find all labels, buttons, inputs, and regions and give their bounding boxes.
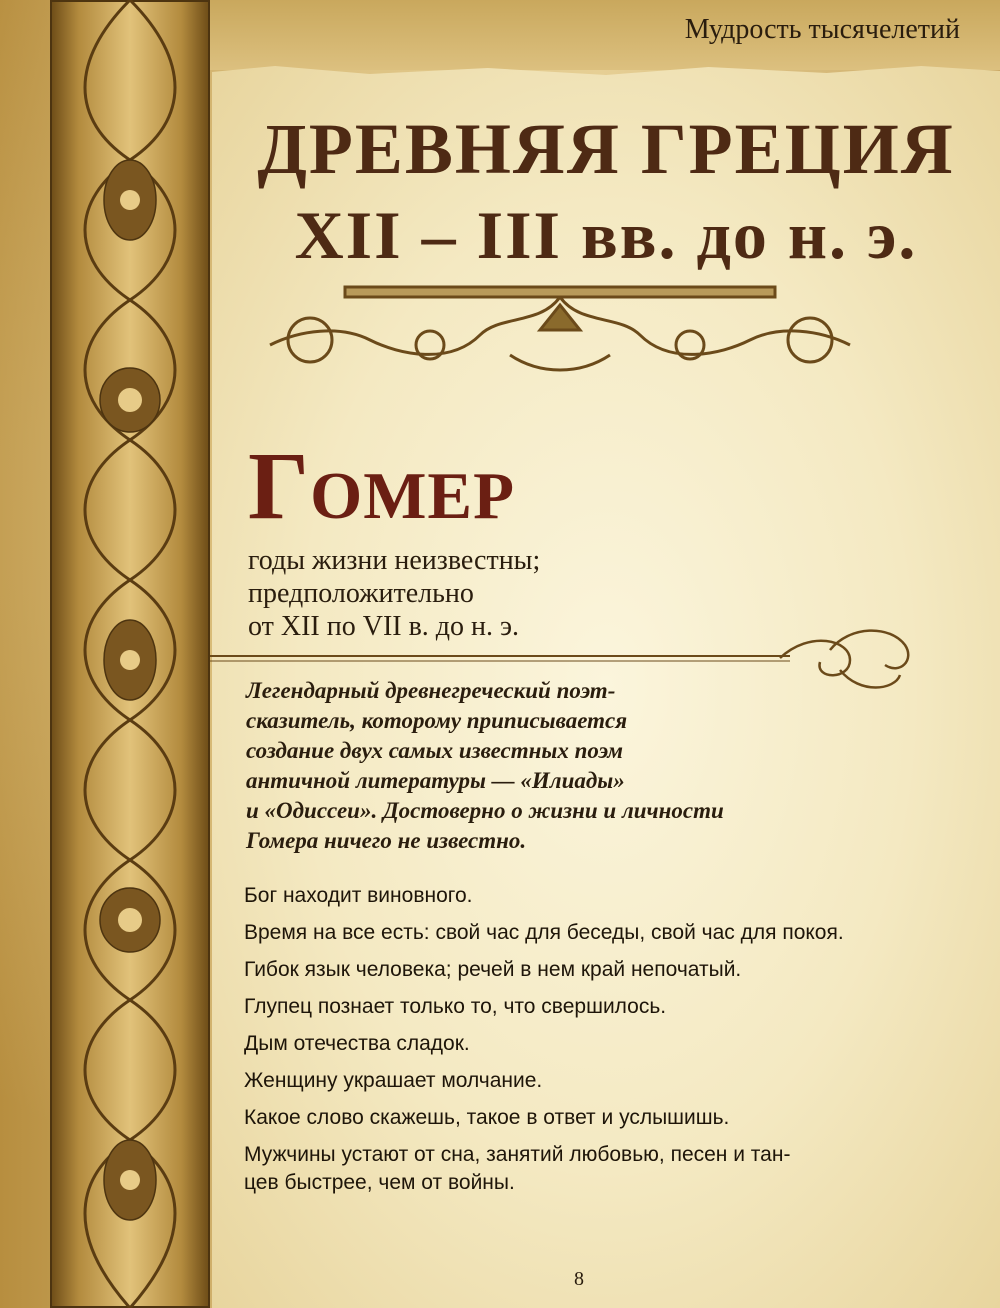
quote-item: Дым отечества сладок. bbox=[244, 1032, 470, 1055]
quote-item: Гибок язык человека; речей в нем край непочатый. bbox=[244, 958, 742, 981]
quote-item-continued: цев быстрее, чем от войны. bbox=[244, 1171, 515, 1194]
quote-item: Женщину украшает молчание. bbox=[244, 1069, 543, 1092]
author-intro bbox=[246, 676, 846, 856]
running-header: Мудрость тысячелетий bbox=[684, 14, 960, 45]
scroll-ornament-icon bbox=[250, 285, 870, 380]
author-name: Гомер bbox=[248, 432, 516, 539]
quote-item: Мужчины устают от сна, занятий любовью, песен и тан- bbox=[244, 1143, 791, 1166]
dates-line: годы жизни неизвестны; bbox=[248, 545, 541, 576]
quote-item: Какое слово скажешь, такое в ответ и услышишь. bbox=[244, 1106, 730, 1129]
page-number: 8 bbox=[574, 1268, 584, 1290]
quote-item: Глупец познает только то, что свершилось. bbox=[244, 995, 667, 1018]
quotes-list bbox=[244, 882, 964, 1206]
dates-line: предположительно bbox=[248, 578, 474, 609]
ornamental-border bbox=[50, 0, 210, 1308]
intro-line: Легендарный древнегреческий поэт- bbox=[246, 678, 616, 703]
section-title: ДРЕВНЯЯ ГРЕЦИЯ bbox=[257, 109, 955, 189]
quote-item: Время на все есть: свой час для беседы, свой час для покоя. bbox=[244, 921, 844, 944]
intro-line: создание двух самых известных поэм bbox=[246, 738, 624, 763]
intro-line: античной литературы — «Илиады» bbox=[246, 768, 625, 793]
quote-item: Бог находит виновного. bbox=[244, 884, 473, 907]
intro-line: Гомера ничего не известно. bbox=[246, 828, 527, 853]
section-period: XII – III вв. до н. э. bbox=[294, 197, 918, 273]
dates-line: от XII по VII в. до н. э. bbox=[248, 611, 520, 642]
intro-line: сказитель, которому приписывается bbox=[246, 708, 628, 733]
intro-line: и «Одиссеи». Достоверно о жизни и личности bbox=[246, 798, 724, 823]
